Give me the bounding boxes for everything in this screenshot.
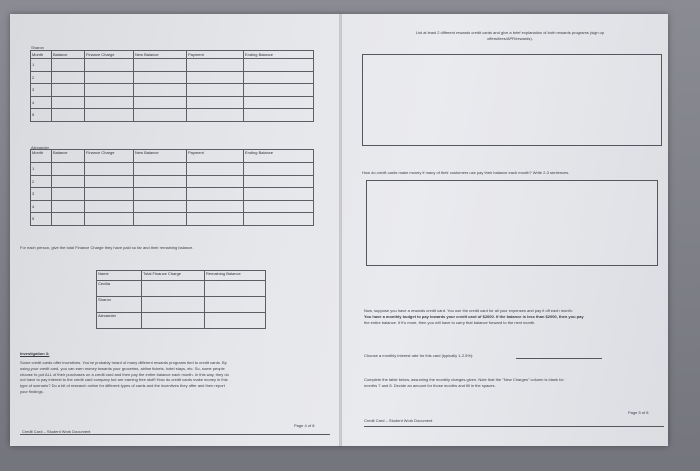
table1-col-new-balance: New Balance (134, 51, 187, 59)
make-money-answer-box[interactable] (366, 180, 658, 266)
table-row (31, 175, 314, 188)
finance-charge-cell[interactable] (85, 109, 134, 122)
payment-cell[interactable] (187, 200, 244, 213)
rewards-cards-question (360, 30, 660, 42)
summary-header-row (97, 271, 266, 281)
finance-summary-table (96, 270, 266, 329)
table-row (31, 213, 314, 226)
table1-col-payment: Payment (187, 51, 244, 59)
instruction-line: months 7 and 8. Decide an amount for those months and fill in the spaces. (364, 382, 496, 388)
finance-charge-cell[interactable] (85, 213, 134, 226)
payment-cell[interactable] (187, 188, 244, 201)
remaining-balance-cell[interactable] (205, 313, 266, 329)
table2-person-label: Alexander (31, 145, 50, 150)
investigation-line: Some credit cards offer incentives. You've probably heard of many different rewards programs tied to credit cards. By (20, 360, 227, 365)
table-row (31, 163, 314, 176)
scenario-text (364, 308, 666, 325)
month-cell: 3 (31, 84, 52, 97)
balance-cell[interactable] (52, 84, 85, 97)
remaining-balance-cell[interactable] (205, 281, 266, 297)
balance-cell[interactable] (52, 188, 85, 201)
table1-col-balance: Balance (52, 51, 85, 59)
footer-page-number: Page 4 of 8 (294, 423, 315, 428)
footer-page-number: Page 5 of 8 (628, 410, 649, 415)
ending-balance-cell[interactable] (244, 59, 314, 72)
new-balance-cell[interactable] (134, 96, 187, 109)
footer-rule (20, 434, 330, 435)
complete-table-instructions (364, 377, 666, 389)
new-balance-cell[interactable] (134, 175, 187, 188)
table-row (97, 297, 266, 313)
summary-name-cell: Sharon (97, 297, 142, 313)
investigation-line: type of scenario? Do a bit of research online for different types of cards and the incentives they offer and then report (20, 383, 225, 389)
ending-balance-cell[interactable] (244, 109, 314, 122)
balance-cell[interactable] (52, 213, 85, 226)
table1-col-month: Month (31, 51, 52, 59)
month-cell: 3 (31, 188, 52, 201)
ending-balance-cell[interactable] (244, 200, 314, 213)
payment-cell[interactable] (187, 96, 244, 109)
scenario-line: the entire balance. If it's more, then you will have to carry that balance forward to the next month. (364, 319, 536, 325)
new-balance-cell[interactable] (134, 200, 187, 213)
finance-charge-cell[interactable] (85, 200, 134, 213)
page-4 (10, 14, 339, 446)
payment-cell[interactable] (187, 175, 244, 188)
table1-person-label: Sharon (31, 45, 44, 50)
finance-charge-cell[interactable] (85, 188, 134, 201)
investigation-line: your findings. (20, 388, 44, 394)
interest-rate-input[interactable] (516, 358, 602, 359)
payment-cell[interactable] (187, 163, 244, 176)
alexander-balance-table (30, 149, 314, 226)
table2-col-payment: Payment (187, 150, 244, 163)
remaining-balance-cell[interactable] (205, 297, 266, 313)
finance-charge-cell[interactable] (85, 96, 134, 109)
table-row (31, 96, 314, 109)
new-balance-cell[interactable] (134, 84, 187, 97)
investigation-line: using your credit card, you can earn money towards your groceries, airline tickets, hotel stays, etc. So, some people (20, 365, 225, 371)
total-finance-charge-cell[interactable] (142, 313, 205, 329)
summary-name-cell: Cecilia (97, 281, 142, 297)
payment-cell[interactable] (187, 59, 244, 72)
balance-cell[interactable] (52, 109, 85, 122)
payment-cell[interactable] (187, 109, 244, 122)
page-5 (342, 14, 668, 446)
new-balance-cell[interactable] (134, 109, 187, 122)
scenario-line: Now, suppose you have a rewards credit card. You use the credit card for all your expenses and pay it off each month. (364, 308, 573, 313)
investigation-line: not have to pay interest to the credit card company but are earning free stuff! How do credit cards make money in this (20, 377, 228, 383)
finance-charge-cell[interactable] (85, 163, 134, 176)
table-row (97, 313, 266, 329)
new-balance-cell[interactable] (134, 59, 187, 72)
new-balance-cell[interactable] (134, 188, 187, 201)
investigation-body (20, 360, 332, 395)
ending-balance-cell[interactable] (244, 163, 314, 176)
table-row (31, 200, 314, 213)
table1-col-finance-charge: Finance Charge (85, 51, 134, 59)
summary-col-name: Name (97, 271, 142, 281)
payment-cell[interactable] (187, 71, 244, 84)
question-line: offers/fees/APR/rewards). (487, 35, 533, 41)
finance-charge-cell[interactable] (85, 59, 134, 72)
ending-balance-cell[interactable] (244, 213, 314, 226)
ending-balance-cell[interactable] (244, 71, 314, 84)
balance-cell[interactable] (52, 59, 85, 72)
finance-charge-cell[interactable] (85, 175, 134, 188)
new-balance-cell[interactable] (134, 71, 187, 84)
document-spread (10, 14, 668, 446)
balance-cell[interactable] (52, 71, 85, 84)
payment-cell[interactable] (187, 213, 244, 226)
finance-charge-cell[interactable] (85, 71, 134, 84)
summary-name-cell: Alexander (97, 313, 142, 329)
sharon-balance-table (30, 50, 314, 122)
month-cell: 5 (31, 109, 52, 122)
balance-cell[interactable] (52, 96, 85, 109)
payment-cell[interactable] (187, 84, 244, 97)
new-balance-cell[interactable] (134, 213, 187, 226)
total-finance-charge-cell[interactable] (142, 297, 205, 313)
balance-cell[interactable] (52, 175, 85, 188)
rewards-answer-box[interactable] (362, 54, 662, 146)
table1-header-row (31, 51, 314, 59)
table2-col-finance-charge: Finance Charge (85, 150, 134, 163)
finance-charge-cell[interactable] (85, 84, 134, 97)
question-line: List at least 2 different rewards credit cards and give a brief explanation of both rewards programs (sign up (415, 30, 605, 35)
month-cell: 1 (31, 59, 52, 72)
ending-balance-cell[interactable] (244, 188, 314, 201)
footer-rule (364, 426, 664, 427)
instruction-line: Complete the table below, assuming the monthly charges given. Note that the "New Charges" column is blank for (364, 377, 564, 382)
new-balance-cell[interactable] (134, 163, 187, 176)
month-cell: 4 (31, 96, 52, 109)
scenario-line-bold: You have a monthly budget to pay towards your credit card of $2000. If the balance is less than $2000, then you pay (364, 313, 584, 319)
table-row (31, 71, 314, 84)
summary-col-remaining-balance: Remaining Balance (205, 271, 266, 281)
summary-col-total-finance-charge: Total Finance Charge (142, 271, 205, 281)
footer-title: Credit Card – Student Work Document (22, 429, 91, 434)
ending-balance-cell[interactable] (244, 175, 314, 188)
table2-col-balance: Balance (52, 150, 85, 163)
interest-rate-prompt: Choose a monthly interest rate for this card (typically 1-2.5%): (364, 353, 474, 358)
month-cell: 5 (31, 213, 52, 226)
month-cell: 2 (31, 175, 52, 188)
table-row (97, 281, 266, 297)
month-cell: 4 (31, 200, 52, 213)
total-finance-charge-cell[interactable] (142, 281, 205, 297)
balance-cell[interactable] (52, 163, 85, 176)
investigation-heading: Investigation 3: (20, 351, 50, 356)
table2-col-month: Month (31, 150, 52, 163)
month-cell: 2 (31, 71, 52, 84)
table2-col-new-balance: New Balance (134, 150, 187, 163)
table2-col-ending-balance: Ending Balance (244, 150, 314, 163)
table1-col-ending-balance: Ending Balance (244, 51, 314, 59)
ending-balance-cell[interactable] (244, 84, 314, 97)
summary-prompt: For each person, give the total Finance Charge they have paid so far and their remaining balance. (20, 245, 194, 250)
make-money-question: How do credit cards make money if many of their customers use pay their balance each month? Write 2-3 sentences. (362, 170, 570, 175)
table-row (31, 188, 314, 201)
table-row (31, 109, 314, 122)
footer-title: Credit Card – Student Work Document (364, 418, 433, 423)
investigation-line: choose to put ALL of their purchases on a credit card and then pay the entire balance each month. In this way, they do (20, 371, 229, 377)
table-row (31, 59, 314, 72)
month-cell: 1 (31, 163, 52, 176)
ending-balance-cell[interactable] (244, 96, 314, 109)
table-row (31, 84, 314, 97)
balance-cell[interactable] (52, 200, 85, 213)
table2-header-row (31, 150, 314, 163)
